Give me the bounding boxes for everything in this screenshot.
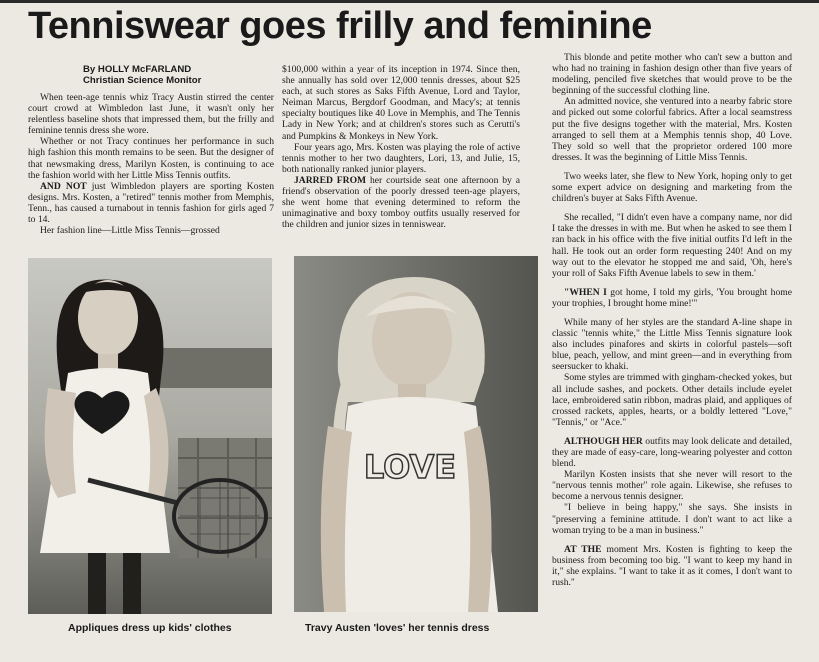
column-2 [282, 64, 520, 230]
paragraph-text: her courtside seat one afternoon by a friend's observation of the poorly dressed teen-age players, she went home that evening determined to reform the unimaginative and boxy tomboy outfits usually reserved for the children and junior sizes in tenniswear. [282, 174, 520, 231]
column-1-body [28, 92, 274, 236]
paragraph-text: Some styles are trimmed with gingham-checked yokes, but all include sashes, and pockets. Other details include eyelet lace, embroidered satin ribbon, madras plaid, and appliques of crossed rackets, apples, hearts, or a boldly lettered "Love," "Tennis," or "Ace." [552, 372, 792, 428]
column-3-body [552, 52, 792, 588]
paragraph-text: Whether or not Tracy continues her performance in such high fashion this month remains to be seen. But the designer of that newsmaking dress, Marilyn Kosten, is continuing to ace the fashion world with her Little Miss Tennis outfits. [28, 136, 274, 181]
paragraph [282, 142, 520, 175]
paragraph-text: Two weeks later, she flew to New York, hoping only to get some expert advice on designing and marketing from the children's buyer at Saks Fifth Avenue. [552, 170, 792, 205]
paragraph [552, 317, 792, 372]
paragraph [282, 64, 520, 142]
paragraph-text: Four years ago, Mrs. Kosten was playing the role of active tennis mother to her two daughters, Lori, 13, and Julie, 15, both nationally ranked junior players. [282, 141, 520, 175]
paragraph-text: just Wimbledon players are sporting Kosten designs. Mrs. Kosten, a "retired" tennis mother from Memphis, Tenn., has caused a turnabout in tennis fashion for girls aged 7 to 14. [28, 180, 274, 226]
paragraph-text: moment Mrs. Kosten is fighting to keep the business from becoming too big. "I want to keep my hand in it," she explains. "I want to take it as it comes, I don't want to rush." [552, 543, 792, 589]
paragraph-lead: ALTHOUGH HER [564, 435, 643, 447]
paragraph [552, 544, 792, 588]
column-2-body [282, 64, 520, 230]
paragraph-text: When teen-age tennis whiz Tracy Austin stirred the center court crowd at Wimbledon last June, it wasn't only her relentless baseline shots that impressed them, but the frilly and feminine tennis dress she wore. [28, 92, 274, 137]
left-photo-caption: Appliques dress up kids' clothes [68, 622, 232, 634]
paragraph-lead: AT THE [564, 543, 602, 555]
paragraph-text: She recalled, "I didn't even have a company name, nor did I take the dresses in with me. But when he asked to see them I ran back in his office with the five initial outfits I'd left in the hall. He took out an order form requesting 240! And on my way out to the elevator he stopped me and said, 'Oh, here's your roll of Saks Fifth Avenue labels to sew in them.' [552, 212, 792, 279]
paragraph-text: outfits may look delicate and detailed, they are made of easy-care, long-wearing polyester and cotton blend. [552, 435, 792, 470]
paragraph [552, 287, 792, 309]
paragraph-lead: "WHEN I [564, 286, 607, 298]
paragraph [28, 181, 274, 225]
paragraph [28, 225, 274, 236]
column-3 [552, 52, 792, 588]
paragraph-text: An admitted novice, she ventured into a nearby fabric store and picked out some colorful fabrics. After a local seamstress put the five designs together with the material, Mrs. Kosten arranged to sell them at a Memphis tennis shop, 40 Love. They sold so well that the proprietor ordered 100 more dresses. It was the beginning of Little Miss Tennis. [552, 96, 792, 163]
paragraph [552, 171, 792, 204]
headline: Tenniswear goes frilly and feminine [28, 5, 652, 47]
girl-love-dress-image [294, 256, 538, 612]
right-photo-caption: Travy Austen 'loves' her tennis dress [305, 622, 490, 634]
paragraph [28, 92, 274, 136]
paragraph-lead: AND NOT [40, 180, 87, 192]
paragraph [552, 212, 792, 279]
paragraph [552, 372, 792, 427]
column-1 [28, 64, 274, 236]
left-photo [28, 258, 272, 614]
right-photo [294, 256, 538, 612]
paragraph [28, 136, 274, 180]
paragraph-lead: JARRED FROM [294, 174, 367, 186]
girl-heart-dress-image [28, 258, 272, 614]
paragraph [552, 436, 792, 469]
byline [28, 64, 274, 86]
paragraph-text: This blonde and petite mother who can't sew a button and who had no training in fashion design other than five years of modeling, penciled five sketches that would prove to be the beginning of the successful clothing line. [552, 52, 792, 97]
byline-org: Christian Science Monitor [83, 75, 202, 86]
paragraph-text: $100,000 within a year of its inception in 1974. Since then, she annually has sold over 12,000 tennis dresses, about $25 each, at such stores as Saks Fifth Avenue, Lord and Taylor, Neiman Marcus, Bergdorf Goodman, and Macy's; at tennis specialty boutiques like 40 Love in Memphis, and The Tennis Lady in New York; and at children's stores such as Cerutti's and Pumpkins & Monkeys in New York. [282, 64, 520, 142]
byline-author: By HOLLY McFARLAND [83, 64, 192, 75]
paragraph [552, 469, 792, 502]
paragraph [282, 175, 520, 230]
paragraph-text: While many of her styles are the standard A-line shape in classic "tennis white," the Little Miss Tennis signature look also includes pinafores and skirts in colorful pastels—soft blue, peach, yellow, and mint green—and in everything from seersucker to khaki. [552, 316, 792, 373]
paragraph-text: Marilyn Kosten insists that she never will resort to the "nervous tennis mother" role again. Likewise, she refuses to become a nervous tennis designer. [552, 469, 792, 503]
paragraph [552, 96, 792, 163]
paragraph-text: got home, I told my girls, 'You brought home your trophies, I brought home mine!'" [552, 286, 792, 309]
paragraph-text: Her fashion line—Little Miss Tennis—grossed [40, 225, 220, 237]
paragraph [552, 52, 792, 96]
paragraph-text: "I believe in being happy," she says. She insists in "preserving a feminine attitude. I don't want to act like a woman trying to be a man in business." [552, 502, 792, 536]
paragraph [552, 502, 792, 535]
love-applique-text: LOVE [363, 448, 457, 486]
top-rule [0, 0, 819, 3]
